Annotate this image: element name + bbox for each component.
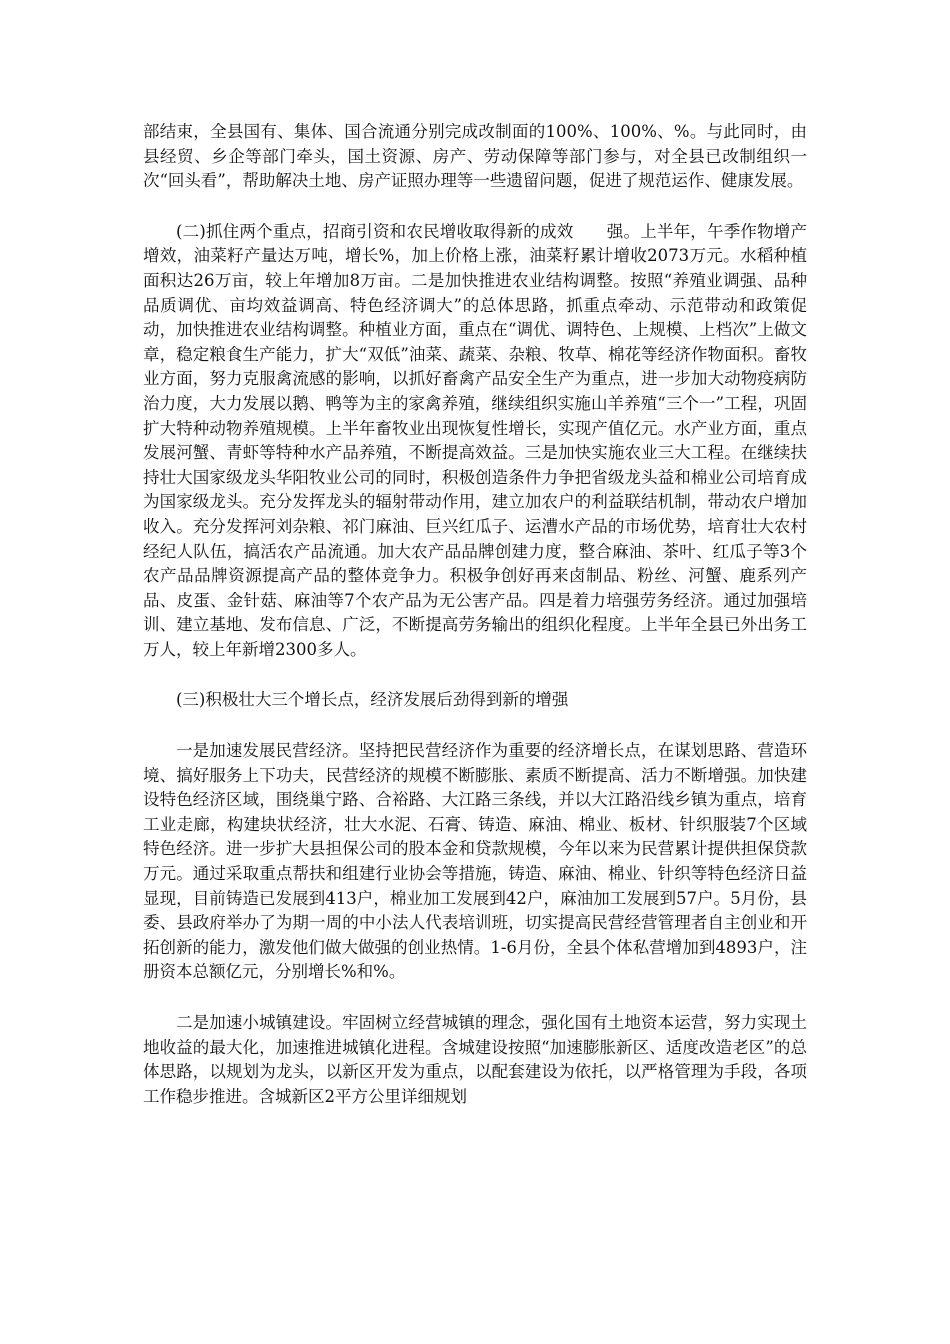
paragraph-section-two: (二)抓住两个重点，招商引资和农民增收取得新的成效 强。上半年，午季作物增产增效，油菜籽产量达万吨，增长%，加上价格上涨，油菜籽累计增收2073万元。水稻种植面积达26万亩，较上年增加8万亩。二是加快推进农业结构调整。按照“养殖业调强、品种品质调优、亩均效益调高、特色经济调大”的总体思路，抓重点牵动、示范带动和政策促动，加快推进农业结构调整。种植业方面，重点在“调优、调特色、上规模、上档次”上做文章，稳定粮食生产能力，扩大“双低”油菜、蔬菜、杂粮、牧草、棉花等经济作物面积。畜牧业方面，努力克服禽流感的影响，以抓好畜禽产品安全生产为重点，进一步加大动物疫病防治力度，大力发展以鹅、鸭等为主的家禽养殖，继续组织实施山羊养殖“三个一”工程，巩固扩大特种动物养殖规模。上半年畜牧业出现恢复性增长，实现产值亿元。水产业方面，重点发展河蟹、青虾等特种水产品养殖，不断提高效益。三是加快实施农业三大工程。在继续扶持壮大国家级龙头华阳牧业公司的同时，积极创造条件力争把省级龙头益和棉业公司培育成为国家级龙头。充分发挥龙头的辐射带动作用，建立加农户的利益联结机制，带动农户增加收入。充分发挥河刘杂粮、祁门麻油、巨兴红瓜子、运漕水产品的市场优势，培育壮大农村经纪人队伍，搞活农产品流通。加大农产品品牌创建力度，整合麻油、茶叶、红瓜子等3个农产品品牌资源提高产品的整体竞争力。积极争创好再来卤制品、粉丝、河蟹、鹿系列产品、皮蛋、金针菇、麻油等7个农产品为无公害产品。四是着力培强劳务经济。通过加强培训、建立基地、发布信息、广泛，不断提高劳务输出的组织化程度。上半年全县已外出务工万人，较上年新增2300多人。 <box>143 221 807 659</box>
section-heading-three: (三)积极壮大三个增长点，经济发展后劲得到新的增强 <box>176 690 569 710</box>
paragraph-private-economy: 一是加速发展民营经济。坚持把民营经济作为重要的经济增长点，在谋划思路、营造环境、搞好服务上下功夫，民营经济的规模不断膨胀、素质不断提高、活力不断增强。加快建设特色经济区域，围绕巢宁路、合裕路、大江路三条线，并以大江路沿线乡镇为重点，培育工业走廊，构建块状经济，壮大水泥、石膏、铸造、麻油、棉业、板材、针织服装7个区域特色经济。进一步扩大县担保公司的股本金和贷款规模，今年以来为民营累计提供担保贷款万元。通过采取重点帮扶和组建行业协会等措施，铸造、麻油、棉业、针织等特色经济日益显现，目前铸造已发展到413户，棉业加工发展到42户，麻油加工发展到57户。5月份，县委、县政府举办了为期一周的中小法人代表培训班，切实提高民营经营管理者自主创业和开拓创新的能力，激发他们做大做强的创业热情。1-6月份，全县个体私营增加到4893户，注册资本总额亿元，分别增长%和%。 <box>143 741 807 982</box>
paragraph-continuation: 部结束，全县国有、集体、国合流通分别完成改制面的100%、100%、%。与此同时，由县经贸、乡企等部门牵头，国土资源、房产、劳动保障等部门参与，对全县已改制组织一次“回头看”，帮助解决土地、房产证照办理等一些遗留问题，促进了规范运作、健康发展。 <box>143 122 807 191</box>
document-page <box>143 120 807 1135</box>
paragraph-town-construction: 二是加速小城镇建设。牢固树立经营城镇的理念，强化国有土地资本运营，努力实现土地收益的最大化，加速推进城镇化进程。含城建设按照“加速膨胀新区、适度改造老区”的总体思路，以规划为龙头，以新区开发为重点，以配套建设为依托，以严格管理为手段，各项工作稳步推进。含城新区2平方公里详细规划 <box>143 1013 807 1106</box>
